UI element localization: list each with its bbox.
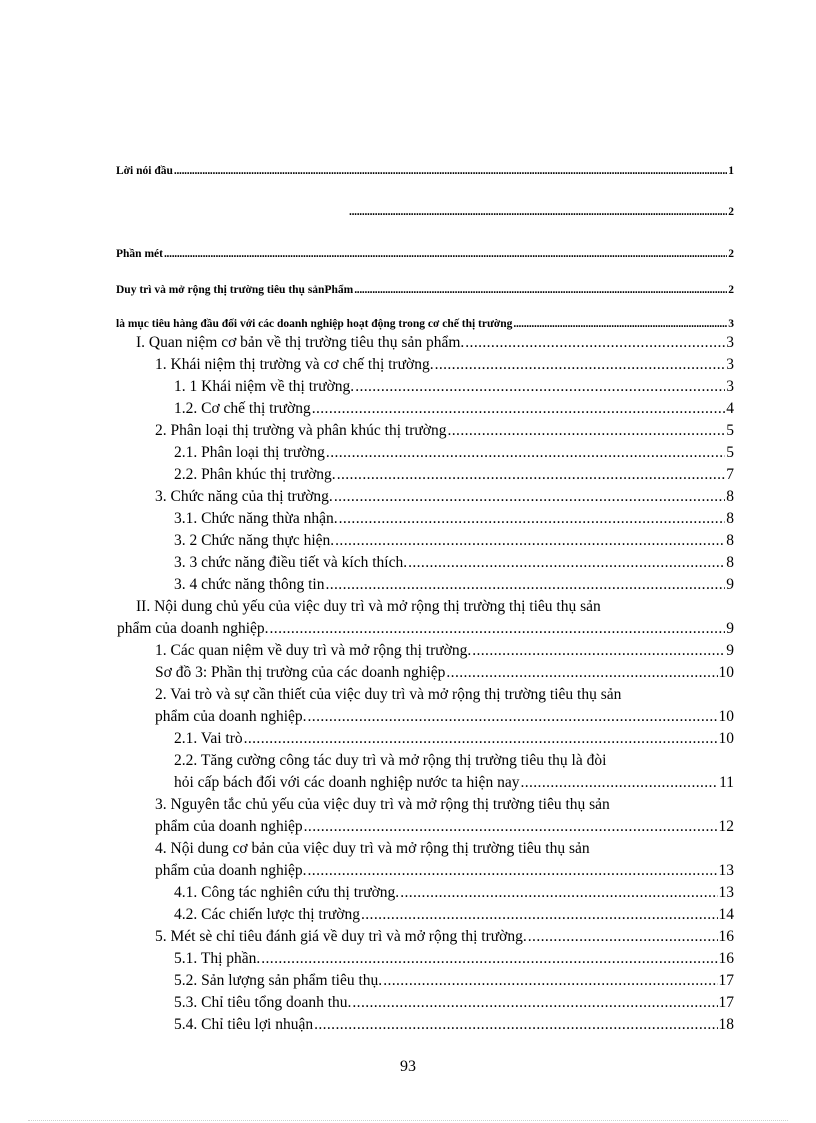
toc-entry-title: 3. 4 chức năng thông tin bbox=[174, 576, 325, 593]
toc-leader-dots bbox=[352, 994, 717, 1012]
toc-leader-dots bbox=[528, 928, 718, 946]
toc-page-number: 10 bbox=[718, 708, 734, 725]
toc-entry-title: phẩm của doanh nghiệp. bbox=[117, 620, 269, 637]
toc-leader-dots bbox=[164, 248, 727, 260]
toc-entry-loi-noi-dau[interactable] bbox=[116, 165, 734, 177]
toc-entry-title: phẩm của doanh nghiệp bbox=[155, 818, 303, 835]
toc-page-number: 2 bbox=[728, 284, 734, 296]
toc-entry-1-1[interactable] bbox=[174, 378, 734, 396]
toc-entry-title: 3. Chức năng của thị trường. bbox=[155, 488, 333, 505]
toc-entry-title: 1. Khái niệm thị trường và cơ chế thị trường. bbox=[155, 356, 434, 373]
toc-page-number: 8 bbox=[726, 554, 734, 571]
toc-leader-dots bbox=[174, 165, 727, 177]
toc-page-number: 16 bbox=[718, 950, 734, 967]
toc-entry-title: Phần mét bbox=[116, 248, 163, 260]
toc-entry-II-4-2[interactable] bbox=[174, 906, 734, 924]
toc-entry-II-5-2[interactable] bbox=[174, 972, 734, 990]
toc-entry-title: Duy trì và mở rộng thị trường tiêu thụ sảnPhẩm bbox=[116, 284, 354, 296]
toc-entry-2[interactable] bbox=[155, 422, 734, 440]
toc-page-number: 3 bbox=[726, 378, 734, 395]
toc-entry-title: 4.2. Các chiến lược thị trường bbox=[174, 906, 360, 923]
toc-entry-duy-tri[interactable] bbox=[116, 284, 734, 296]
toc-page-number: 8 bbox=[726, 488, 734, 505]
toc-page-number: 12 bbox=[718, 818, 734, 835]
toc-leader-dots bbox=[325, 576, 725, 594]
toc-page-number: 16 bbox=[718, 928, 734, 945]
toc-entry-II-5-1[interactable] bbox=[174, 950, 734, 968]
toc-entry-title: 2.1. Vai trò bbox=[174, 730, 243, 747]
toc-leader-dots bbox=[355, 378, 725, 396]
toc-entry-title: Sơ đồ 3: Phần thị trường của các doanh nghiệp bbox=[155, 664, 446, 681]
toc-entry-title: phẩm của doanh nghiệp. bbox=[155, 862, 307, 879]
toc-entry-title: 2.2. Phân khúc thị trường. bbox=[174, 466, 336, 483]
toc-page-number: 9 bbox=[726, 642, 734, 659]
toc-leader-dots bbox=[513, 318, 727, 330]
toc-page-number: 17 bbox=[718, 994, 734, 1011]
toc-entry-II-line1: II. Nội dung chủ yếu của việc duy trì và mở rộng thị trường thị tiêu thụ sản bbox=[136, 598, 601, 615]
toc-leader-dots bbox=[383, 972, 717, 990]
toc-entry-II-3-line1: 3. Nguyên tắc chủ yếu của việc duy trì và mở rộng thị trường tiêu thụ sản bbox=[155, 796, 610, 813]
toc-entry-title: 4.1. Công tác nghiên cứu thị trường. bbox=[174, 884, 400, 901]
toc-entry-3-4[interactable] bbox=[174, 576, 734, 594]
toc-entry-title: 3.1. Chức năng thừa nhận. bbox=[174, 510, 338, 527]
toc-entry-II-3[interactable] bbox=[155, 818, 734, 836]
toc-entry-II-5-4[interactable] bbox=[174, 1016, 734, 1034]
toc-entry-2-2[interactable] bbox=[174, 466, 734, 484]
toc-entry-I[interactable] bbox=[136, 334, 734, 352]
toc-entry-II-4-line1: 4. Nội dung cơ bản của việc duy trì và mở rộng thị trường tiêu thụ sản bbox=[155, 840, 590, 857]
toc-page-number: 9 bbox=[726, 576, 734, 593]
toc-entry-II-4[interactable] bbox=[155, 862, 734, 880]
toc-page-number: 10 bbox=[718, 730, 734, 747]
toc-entry-II[interactable] bbox=[117, 620, 734, 638]
toc-leader-dots bbox=[244, 730, 718, 748]
toc-page-number: 14 bbox=[718, 906, 734, 923]
toc-entry-muc-tieu[interactable] bbox=[116, 318, 734, 330]
toc-page-number: 3 bbox=[728, 318, 734, 330]
toc-leader-dots bbox=[349, 206, 727, 218]
toc-leader-dots bbox=[408, 554, 725, 572]
toc-entry-phan-mot[interactable] bbox=[116, 248, 734, 260]
toc-leader-dots bbox=[446, 664, 717, 682]
toc-leader-dots bbox=[312, 400, 726, 418]
toc-entry-II-5[interactable] bbox=[155, 928, 734, 946]
toc-entry-3[interactable] bbox=[155, 488, 734, 506]
toc-page-number: 3 bbox=[726, 356, 734, 373]
toc-entry-title: I. Quan niệm cơ bản về thị trường tiêu thụ sản phẩm. bbox=[136, 334, 465, 351]
toc-entry-II-2[interactable] bbox=[155, 708, 734, 726]
toc-entry-title: 1. 1 Khái niệm về thị trường. bbox=[174, 378, 355, 395]
toc-entry-title: 5. Mét sè chỉ tiêu đánh giá về duy trì và mở rộng thị trường. bbox=[155, 928, 527, 945]
toc-page-number: 8 bbox=[726, 532, 734, 549]
toc-page-number: 2 bbox=[728, 248, 734, 260]
toc-entry-title: 2.1. Phân loại thị trường bbox=[174, 444, 325, 461]
toc-leader-dots bbox=[261, 950, 717, 968]
toc-leader-dots bbox=[354, 284, 727, 296]
toc-entry-II-4-1[interactable] bbox=[174, 884, 734, 902]
toc-entry-title: 3. 3 chức năng điều tiết và kích thích. bbox=[174, 554, 408, 571]
toc-leader-dots bbox=[435, 356, 726, 374]
toc-leader-dots bbox=[304, 818, 718, 836]
toc-leader-dots bbox=[520, 774, 718, 792]
toc-page-number: 5 bbox=[726, 422, 734, 439]
toc-entry-3-3[interactable] bbox=[174, 554, 734, 572]
toc-leader-dots bbox=[308, 862, 718, 880]
toc-entry-1-2[interactable] bbox=[174, 400, 734, 418]
toc-entry-title: 5.2. Sản lượng sản phẩm tiêu thụ. bbox=[174, 972, 383, 989]
toc-entry-II-2-1[interactable] bbox=[174, 730, 734, 748]
toc-entry-II-2-2[interactable] bbox=[174, 774, 734, 792]
toc-entry-title: phẩm của doanh nghiệp. bbox=[155, 708, 307, 725]
toc-page-number: 18 bbox=[718, 1016, 734, 1033]
toc-leader-dots bbox=[472, 642, 725, 660]
toc-page-number: 9 bbox=[726, 620, 734, 637]
toc-leader-dots bbox=[335, 532, 725, 550]
toc-leader-dots bbox=[448, 422, 726, 440]
toc-entry-II-2-line1: 2. Vai trò và sự cần thiết của việc duy trì và mở rộng thị trường tiêu thụ sản bbox=[155, 686, 622, 703]
page-number: 93 bbox=[400, 1058, 416, 1075]
toc-leader-dots bbox=[339, 510, 726, 528]
toc-page-number: 11 bbox=[719, 774, 734, 791]
toc-leader-dots bbox=[314, 1016, 717, 1034]
toc-entry-3-1[interactable] bbox=[174, 510, 734, 528]
toc-page-number: 3 bbox=[726, 334, 734, 351]
toc-leader-dots bbox=[334, 488, 725, 506]
toc-leader-dots bbox=[400, 884, 717, 902]
toc-entry-II-1[interactable] bbox=[155, 642, 734, 660]
toc-page-number: 7 bbox=[726, 466, 734, 483]
toc-page-number: 10 bbox=[718, 664, 734, 681]
toc-entry-title: 3. 2 Chức năng thực hiện. bbox=[174, 532, 335, 549]
toc-entry-title: 1.2. Cơ chế thị trường bbox=[174, 400, 311, 417]
toc-entry-2-1[interactable] bbox=[174, 444, 734, 462]
toc-leader-dots bbox=[465, 334, 725, 352]
toc-page-number: 2 bbox=[728, 206, 734, 218]
toc-entry-title: 5.1. Thị phần. bbox=[174, 950, 261, 967]
toc-page-number: 4 bbox=[726, 400, 734, 417]
toc-entry-blank[interactable] bbox=[348, 206, 734, 218]
toc-leader-dots bbox=[308, 708, 718, 726]
toc-page-number: 5 bbox=[726, 444, 734, 461]
toc-entry-title: là mục tiêu hàng đầu đối với các doanh nghiệp hoạt động trong cơ chế thị trường bbox=[116, 318, 513, 330]
toc-entry-title: 5.3. Chỉ tiêu tổng doanh thu. bbox=[174, 994, 352, 1011]
toc-leader-dots bbox=[270, 620, 726, 638]
bottom-divider bbox=[28, 1120, 788, 1121]
toc-entry-title: 2. Phân loại thị trường và phân khúc thị trường bbox=[155, 422, 447, 439]
toc-page-number: 13 bbox=[718, 884, 734, 901]
toc-entry-so-do-3[interactable] bbox=[155, 664, 734, 682]
toc-leader-dots bbox=[326, 444, 725, 462]
toc-entry-1[interactable] bbox=[155, 356, 734, 374]
toc-entry-II-2-2-line1: 2.2. Tăng cường công tác duy trì và mở rộng thị trường tiêu thụ là đòi bbox=[174, 752, 607, 769]
toc-entry-3-2[interactable] bbox=[174, 532, 734, 550]
toc-entry-II-5-3[interactable] bbox=[174, 994, 734, 1012]
toc-page-number: 17 bbox=[718, 972, 734, 989]
toc-page-number: 1 bbox=[728, 165, 734, 177]
toc-entry-title: 5.4. Chỉ tiêu lợi nhuận bbox=[174, 1016, 314, 1033]
toc-leader-dots bbox=[361, 906, 718, 924]
toc-entry-title: 1. Các quan niệm về duy trì và mở rộng thị trường. bbox=[155, 642, 472, 659]
toc-entry-title: hỏi cấp bách đối với các doanh nghiệp nước ta hiện nay bbox=[174, 774, 520, 791]
toc-page-number: 13 bbox=[718, 862, 734, 879]
toc-entry-title: Lời nói đầu bbox=[116, 165, 173, 177]
toc-page-number: 8 bbox=[726, 510, 734, 527]
toc-leader-dots bbox=[337, 466, 726, 484]
